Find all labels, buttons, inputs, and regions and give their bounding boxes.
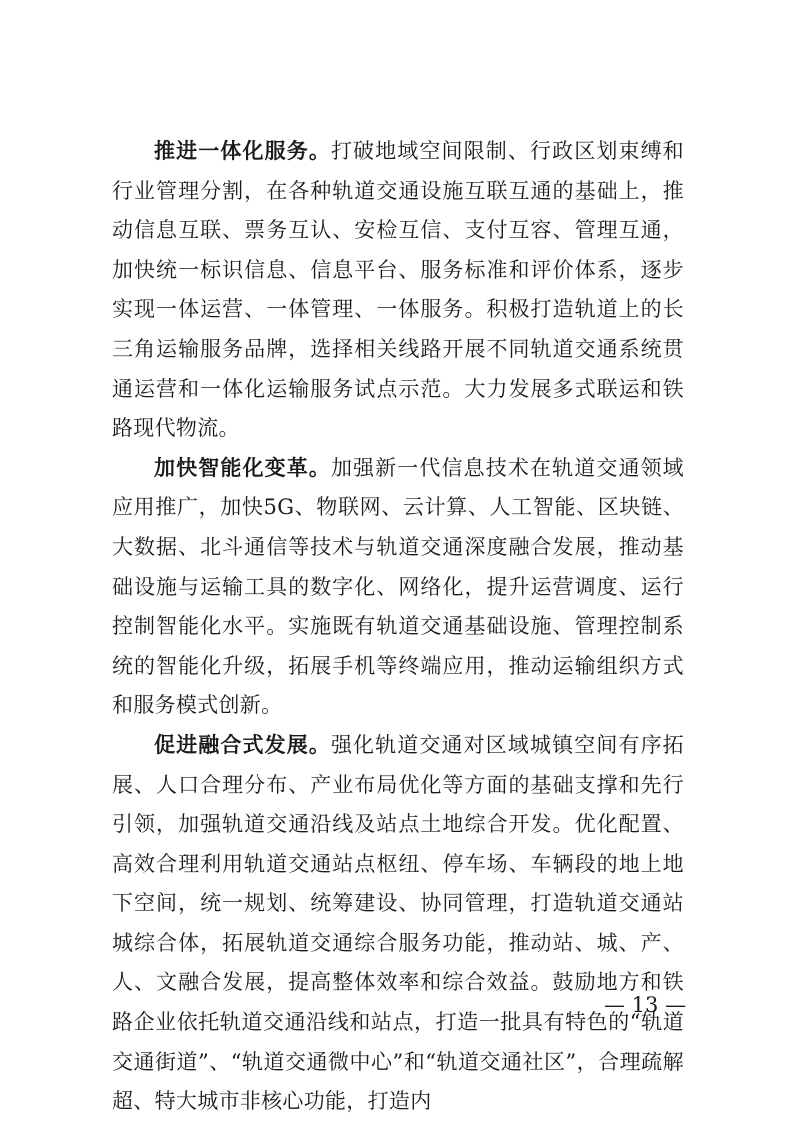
body-text <box>112 132 687 1122</box>
paragraph-body: 强化轨道交通对区域城镇空间有序拓展、人口合理分布、产业布局优化等方面的基础支撑和先行引领，加强轨道交通沿线及站点土地综合开发。优化配置、高效合理利用轨道交通站点枢纽、停车场、车辆段的地上地下空间，统一规划、统筹建设、协同管理，打造轨道交通站城综合体，拓展轨道交通综合服务功能，推动站、城、产、人、文融合发展，提高整体效率和综合效益。鼓励地方和铁路企业依托轨道交通沿线和站点，打造一批具有特色的“轨道交通街道”、“轨道交通微中心”和“轨道交通社区”，合理疏解超、特大城市非核心功能，打造内 <box>112 732 684 1114</box>
paragraph-heading: 推进一体化服务。 <box>154 139 331 163</box>
paragraph-intelligent-reform <box>112 449 684 726</box>
paragraph-heading: 加快智能化变革。 <box>154 455 331 480</box>
paragraph-integrated-service <box>112 132 684 449</box>
paragraph-integrated-development <box>112 726 687 1122</box>
paragraph-body: 加强新一代信息技术在轨道交通领域应用推广，加快5G、物联网、云计算、人工智能、区块链、大数据、北斗通信等技术与轨道交通深度融合发展，推动基础设施与运输工具的数字化、网络化，提升运营调度、运行控制智能化水平。实施既有轨道交通基础设施、管理控制系统的智能化升级，拓展手机等终端应用，推动运输组织方式和服务模式创新。 <box>112 455 684 718</box>
page-number: — 13 — <box>604 993 687 1017</box>
paragraph-body: 打破地域空间限制、行政区划束缚和行业管理分割，在各种轨道交通设施互联互通的基础上，推动信息互联、票务互认、安检互信、支付互容、管理互通，加快统一标识信息、信息平台、服务标准和评价体系，逐步实现一体运营、一体管理、一体服务。积极打造轨道上的长三角运输服务品牌，选择相关线路开展不同轨道交通系统贯通运营和一体化运输服务试点示范。大力发展多式联运和铁路现代物流。 <box>112 139 684 441</box>
paragraph-heading: 促进融合式发展。 <box>154 732 331 757</box>
